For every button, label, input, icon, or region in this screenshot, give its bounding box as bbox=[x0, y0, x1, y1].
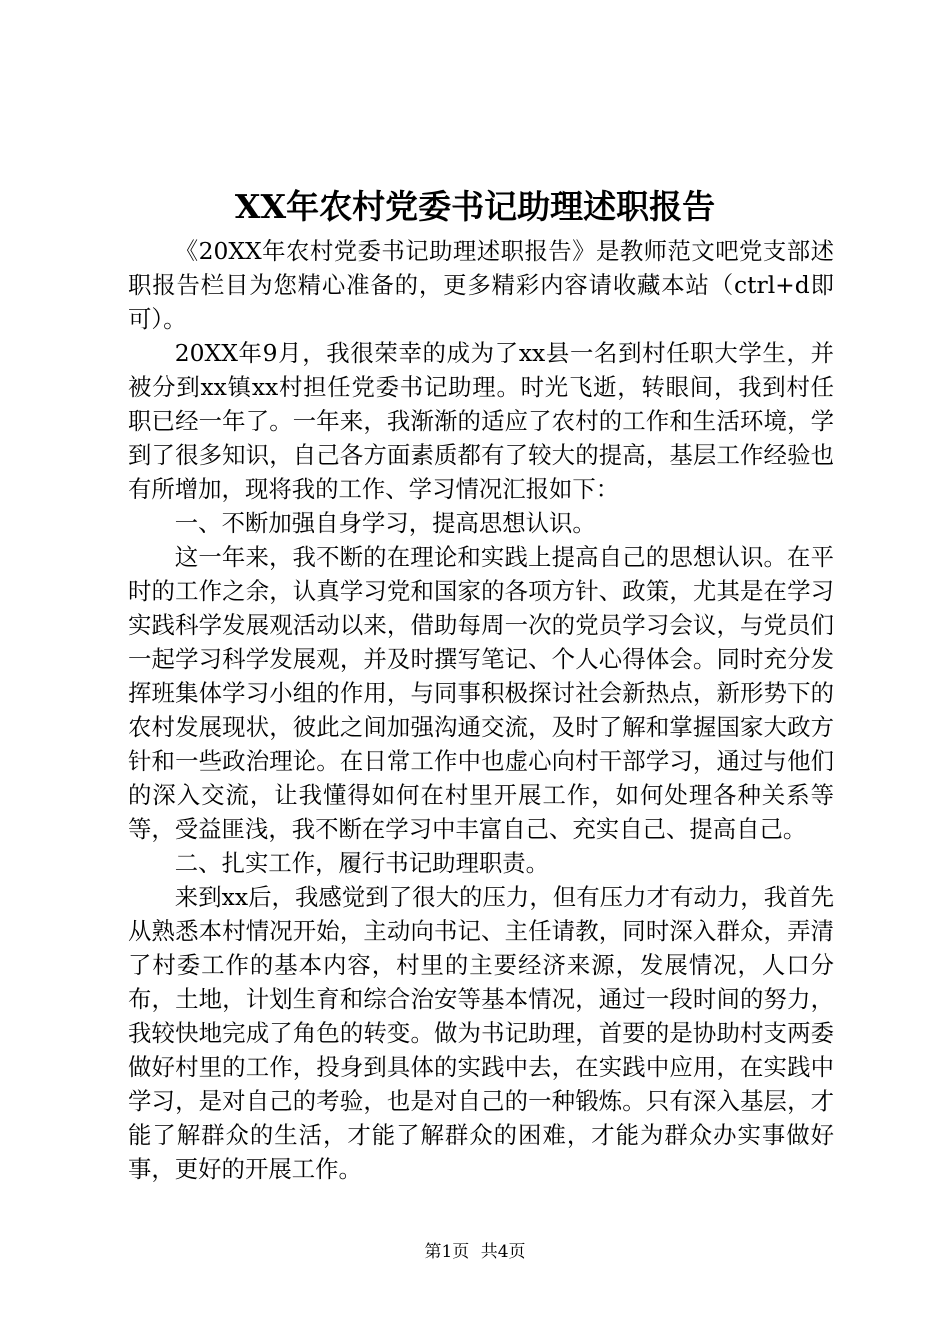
section-heading-1: 一、不断加强自身学习，提高思想认识。 bbox=[174, 509, 596, 537]
section-heading-2: 二、扎实工作，履行书记助理职责。 bbox=[174, 849, 550, 877]
page-number: 第1页 bbox=[424, 1242, 470, 1262]
paragraph-overview: 20XX年9月，我很荣幸的成为了xx县一名到村任职大学生，并被分到xx镇xx村担任党委书记助理。时光飞逝，转眼间，我到村任职已经一年了。一年来，我渐渐的适应了农村的工作和生活环境，学到了很多知识，自己各方面素质都有了较大的提高，基层工作经验也有所增加，现将我的工作、学习情况汇报如下： bbox=[128, 339, 834, 503]
document-title: XX年农村党委书记助理述职报告 bbox=[234, 187, 716, 226]
paragraph-study: 这一年来，我不断的在理论和实践上提高自己的思想认识。在平时的工作之余，认真学习党和国家的各项方针、政策，尤其是在学习实践科学发展观活动以来，借助每周一次的党员学习会议，与党员们一起学习科学发展观，并及时撰写笔记、个人心得体会。同时充分发挥班集体学习小组的作用，与同事积极探讨社会新热点，新形势下的农村发展现状，彼此之间加强沟通交流，及时了解和掌握国家大政方针和一些政治理论。在日常工作中也虚心向村干部学习，通过与他们的深入交流，让我懂得如何在村里开展工作，如何处理各种关系等等，受益匪浅，我不断在学习中丰富自己、充实自己、提高自己。 bbox=[128, 543, 834, 843]
paragraph-work: 来到xx后，我感觉到了很大的压力，但有压力才有动力，我首先从熟悉本村情况开始，主动向书记、主任请教，同时深入群众，弄清了村委工作的基本内容，村里的主要经济来源，发展情况，人口分布，土地，计划生育和综合治安等基本情况，通过一段时间的努力，我较快地完成了角色的转变。做为书记助理，首要的是协助村支两委做好村里的工作，投身到具体的实践中去，在实践中应用，在实践中学习，是对自己的考验，也是对自己的一种锻炼。只有深入基层，才能了解群众的生活，才能了解群众的困难，才能为群众办实事做好事，更好的开展工作。 bbox=[128, 883, 834, 1183]
document-body bbox=[128, 234, 834, 1186]
page-footer bbox=[0, 1240, 950, 1264]
page-total: 共4页 bbox=[480, 1242, 526, 1262]
paragraph-intro: 《20XX年农村党委书记助理述职报告》是教师范文吧党支部述职报告栏目为您精心准备的，更多精彩内容请收藏本站（ctrl+d即可）。 bbox=[128, 237, 834, 333]
